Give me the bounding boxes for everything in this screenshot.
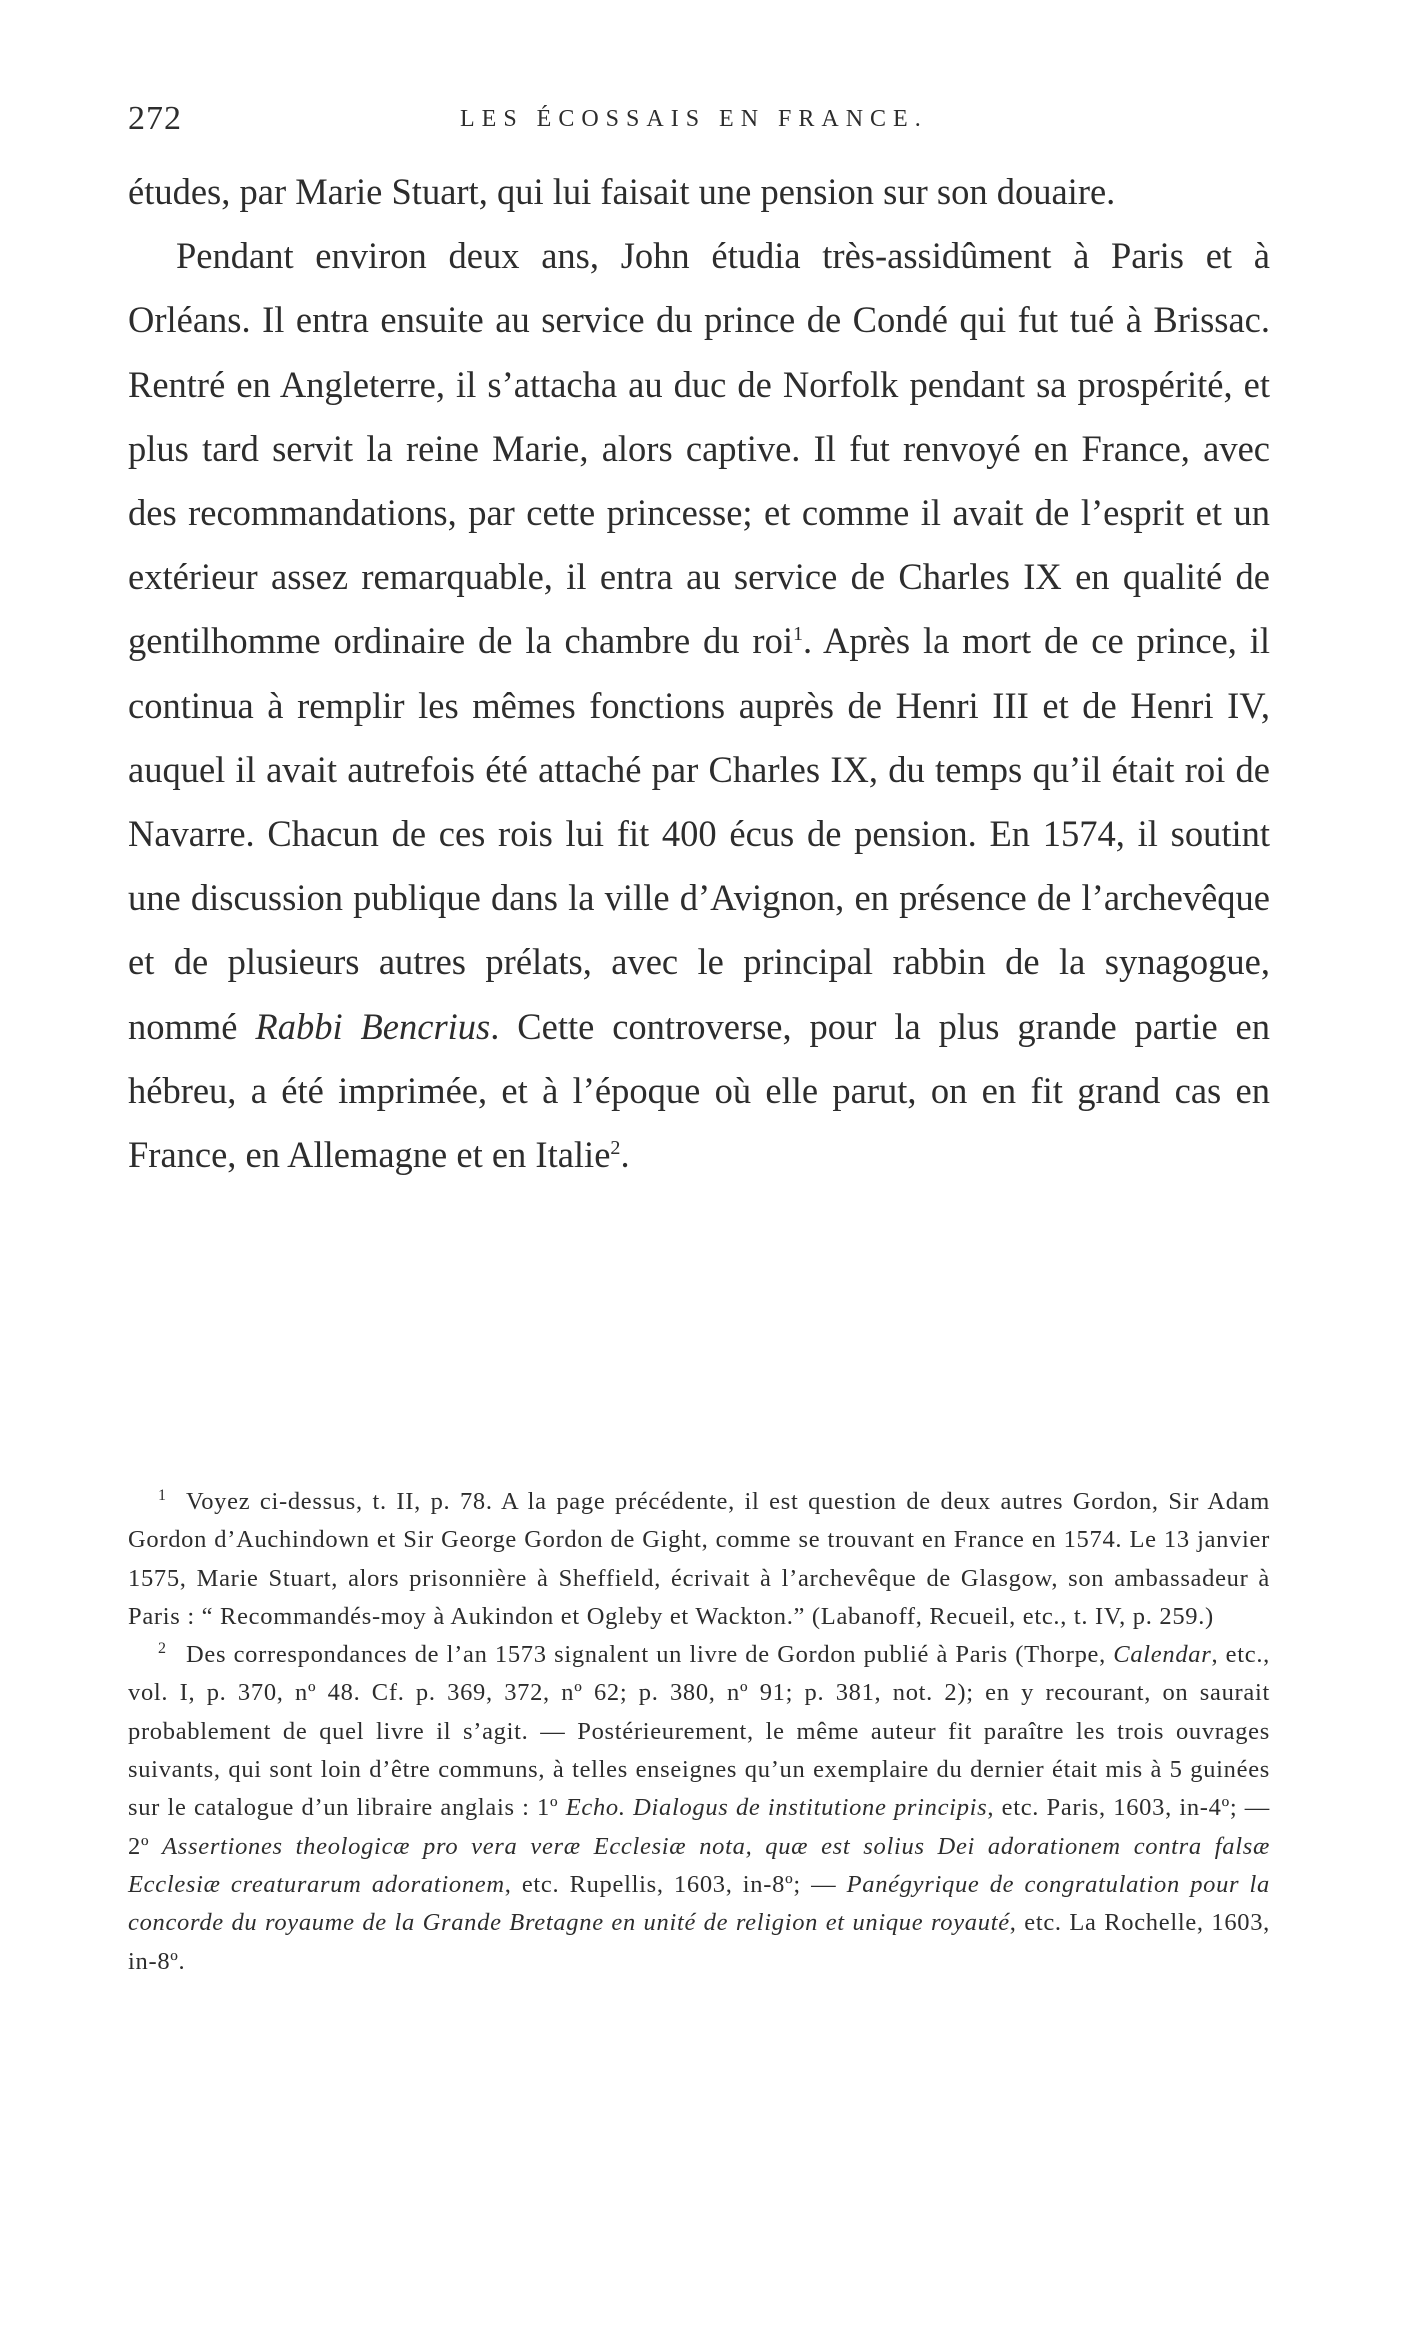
- paragraph-2-end: .: [620, 1134, 630, 1176]
- rabbi-name: Rabbi Bencrius: [255, 1005, 491, 1047]
- footnote-ref-2[interactable]: 2: [610, 1136, 621, 1159]
- footnote-2-part-c: , etc. Paris, 1603, in-4º; — 2º: [128, 1794, 1270, 1860]
- paragraph-1-text: études, par Marie Stuart, qui lui faisait une pension sur son douaire.: [128, 171, 1116, 212]
- calendar-title: Calendar: [1113, 1641, 1212, 1669]
- paragraph-1: [128, 160, 1270, 224]
- footnote-2-part-d: , etc. Rupellis, 1603, in-8º; —: [504, 1870, 847, 1898]
- main-text: [128, 160, 1270, 1187]
- footnote-2: 2 Des correspondances de l’an 1573 signalent un livre de Gordon publié à Paris (Thorpe, Calendar, etc., vol. I, p. 370, nº 48. Cf. p. 369, 372, nº 62; p. 380, nº 91; p. 381, not. 2); en y recourant, on saurait probablement de quel livre il s’agit. — Postérieurement, le même auteur fit paraître les trois ouvrages suivants, qui sont loin d’être communs, à telles enseignes qu’un exemplaire du dernier était mis à 5 guinées sur le catalogue d’un libraire anglais : 1º Echo. Dialogus de institutione principis, etc. Paris, 1603, in-4º; — 2º Assertiones theologicæ pro vera veræ Ecclesiæ nota, quæ est solius Dei adorationem contra falsæ Ecclesiæ creaturarum adorationem, etc. Rupellis, 1603, in-8º; — Panégyrique de congratulation pour la concorde du royaume de la Grande Bretagne en unité de religion et unique royauté, etc. La Rochelle, 1603, in-8º.: [128, 1640, 1270, 1975]
- page-number: 272: [128, 100, 182, 137]
- footnote-2-part-e: , etc. La Rochelle, 1603, in-8º.: [128, 1909, 1270, 1975]
- echo-title: Echo. Dialogus de institutione principis: [565, 1794, 988, 1822]
- page-header: [128, 95, 1270, 143]
- paragraph-2-part-a: Pendant environ deux ans, John étudia très-assidûment à Paris et à Orléans. Il entra ensuite au service du prince de Condé qui fut tué à Brissac. Rentré en Angleterre, il s’attacha au duc de Norfolk pendant sa prospérité, et plus tard servit la reine Marie, alors captive. Il fut renvoyé en France, avec des recommandations, par cette princesse; et comme il avait de l’esprit et un extérieur assez remarquable, il entra au service de Charles IX en qualité de gentilhomme ordinaire de la chambre du roi: [128, 235, 1270, 662]
- footnotes: [128, 1483, 1270, 1981]
- paragraph-2: [128, 224, 1270, 1187]
- footnote-1-text: Voyez ci-dessus, t. II, p. 78. A la page précédente, il est question de deux autres Gordon, Sir Adam Gordon d’Auchindown et Sir George Gordon de Gight, comme se trouvant en France en 1574. Le 13 janvier 1575, Marie Stuart, alors prisonnière à Sheffield, écrivait à l’archevêque de Glasgow, son ambassadeur à Paris : “ Recommandés-moy à Aukindon et Ogleby et Wackton.” (Labanoff, Recueil, etc., t. IV, p. 259.): [128, 1488, 1270, 1630]
- paragraph-2-part-c: . Cette controverse, pour la plus grande partie en hébreu, a été imprimée, et à l’époque où elle parut, on en fit grand cas en France, en Allemagne et en Italie: [128, 1005, 1271, 1176]
- footnote-2-part-a: Des correspondances de l’an 1573 signalent un livre de Gordon publié à Paris (Thorpe,: [186, 1641, 1114, 1669]
- panegyrique-title: Panégyrique de congratulation pour la concorde du royaume de la Grande Bretagne en unité de religion et unique royauté: [128, 1870, 1270, 1937]
- footnote-1: 1 Voyez ci-dessus, t. II, p. 78. A la page précédente, il est question de deux autres Gordon, Sir Adam Gordon d’Auchindown et Sir George Gordon de Gight, comme se trouvant en France en 1574. Le 13 janvier 1575, Marie Stuart, alors prisonnière à Sheffield, écrivait à l’archevêque de Glasgow, son ambassadeur à Paris : “ Recommandés-moy à Aukindon et Ogleby et Wackton.” (Labanoff, Recueil, etc., t. IV, p. 259.): [128, 1486, 1270, 1630]
- footnote-2-part-b: , etc., vol. I, p. 370, nº 48. Cf. p. 369, 372, nº 62; p. 380, nº 91; p. 381, not. 2); en y recourant, on saurait probablement de quel livre il s’agit. — Postérieurement, le même auteur fit paraître les trois ouvrages suivants, qui sont loin d’être communs, à telles enseignes qu’un exemplaire du dernier était mis à 5 guinées sur le catalogue d’un libraire anglais : 1º: [128, 1641, 1270, 1822]
- paragraph-2-part-b: . Après la mort de ce prince, il continua à remplir les mêmes fonctions auprès de Henri III et de Henri IV, auquel il avait autrefois été attaché par Charles IX, du temps qu’il était roi de Navarre. Chacun de ces rois lui fit 400 écus de pension. En 1574, il soutint une discussion publique dans la ville d’Avignon, en présence de l’archevêque et de plusieurs autres prélats, avec le principal rabbin de la synagogue, nommé: [128, 620, 1270, 1047]
- running-title: LES ÉCOSSAIS EN FRANCE.: [460, 106, 928, 132]
- assertiones-title: Assertiones theologicæ pro vera veræ Ecclesiæ nota, quæ est solius Dei adorationem contra falsæ Ecclesiæ creaturarum adorationem: [128, 1832, 1270, 1898]
- footnote-ref-1[interactable]: 1: [792, 623, 803, 646]
